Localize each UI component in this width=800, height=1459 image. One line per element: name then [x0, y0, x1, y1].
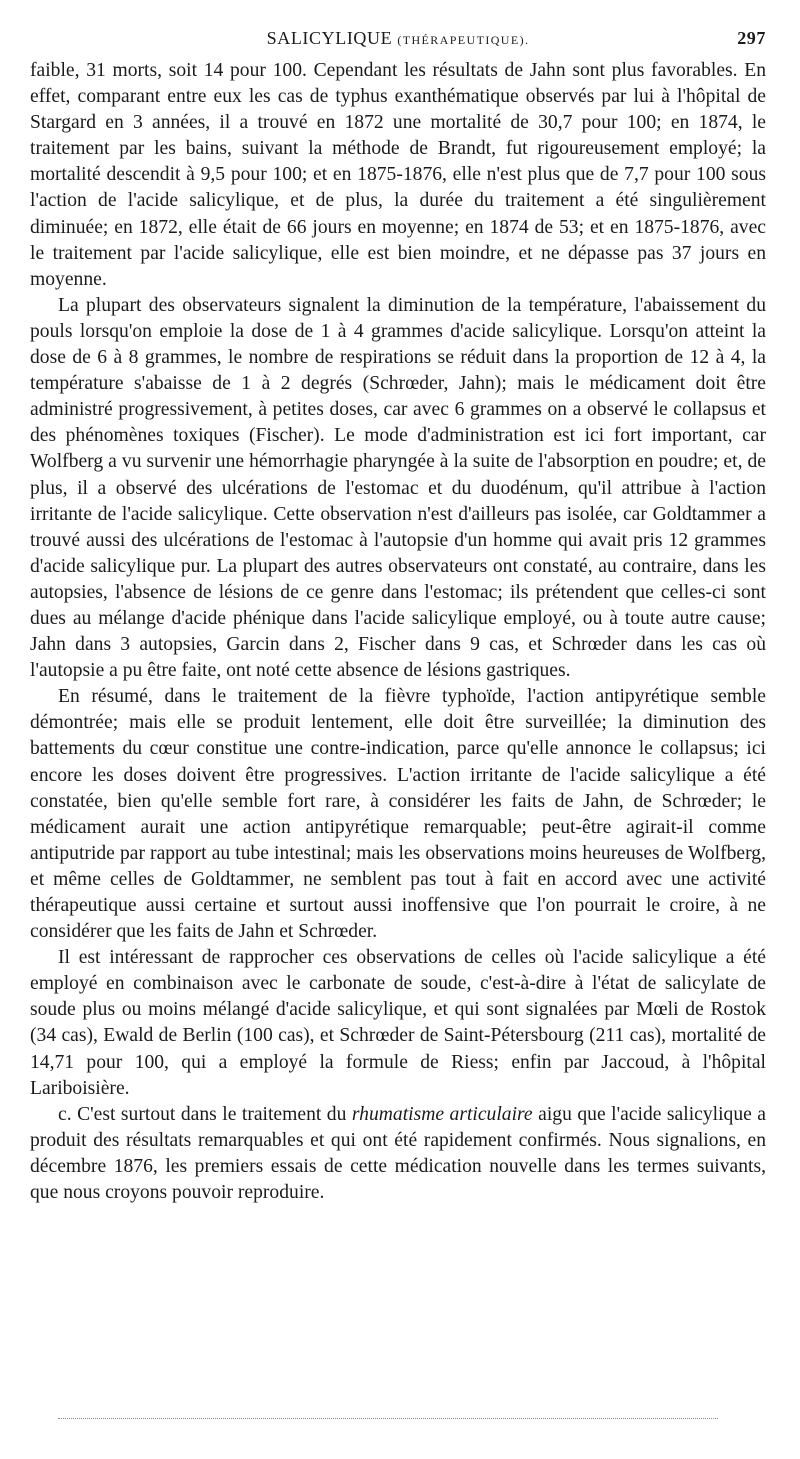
bottom-rule [58, 1418, 718, 1419]
paragraph-4: Il est intéressant de rapprocher ces observations de celles où l'acide salicylique a été employé en combinaison avec le carbonate de soude, c'est-à-dire à l'état de salicylate de soude plus ou moins mélangé d'acide salicylique, et qui sont signalées par Mœli de Rostok (34 cas), Ewald de Berlin (100 cas), et Schrœder de Saint-Pétersbourg (211 cas), mortalité de 14,71 pour 100, qui a employé la formule de Riess; enfin par Jaccoud, à l'hôpital Lariboisière. [30, 947, 766, 1099]
paragraph-5-rest: aigu que l'acide salicylique a produit des résultats remarquables et qui ont été rapidement confirmés. Nous signalions, en décembre 1876, les premiers essais de cette médication nouvelle dans les termes suivants, que nous croyons pouvoir reproduire. [30, 1103, 766, 1204]
paragraph-2: La plupart des observateurs signalent la diminution de la température, l'abaissement du pouls lorsqu'on emploie la dose de 1 à 4 grammes d'acide salicylique. Lorsqu'on atteint la dose de 6 à 8 grammes, le nombre de respirations se réduit dans la proportion de 12 à 4, la température s'abaisse de 1 à 2 degrés (Schrœder, Jahn); mais le médicament doit être administré progressivement, à petites doses, car avec 6 grammes on a observé le collapsus et des phénomènes toxiques (Fischer). Le mode d'administration est ici fort important, car Wolfberg a vu survenir une hémorrhagie pharyngée à la suite de l'absorption en poudre; et, de plus, il a observé des ulcérations de l'estomac et du duodénum, qu'il attribue à l'action irritante de l'acide salicylique. Cette observation n'est d'ailleurs pas isolée, car Goldtammer a trouvé aussi des ulcérations de l'estomac à l'autopsie d'un homme qui avait pris 12 grammes d'acide salicylique pur. La plupart des autres observateurs ont constaté, au contraire, dans les autopsies, l'absence de lésions de ce genre dans l'estomac; ils prétendent que celles-ci sont dues au mélange d'acide phénique dans l'acide salicylique employé, ou à toute autre cause; Jahn dans 3 autopsies, Garcin dans 2, Fischer dans 9 cas, et Schrœder dans les cas où l'autopsie a pu être faite, ont noté cette absence de lésions gastriques. [30, 294, 766, 682]
running-header [30, 28, 766, 58]
paragraph-3: En résumé, dans le traitement de la fièvre typhoïde, l'action antipyrétique semble démontrée; mais elle se produit lentement, elle doit être surveillée; la diminution des battements du cœur constitue une contre-indication, parce qu'elle annonce le collapsus; ici encore les doses doivent être progressives. L'action irritante de l'acide salicylique a été constatée, bien qu'elle semble fort rare, à considérer les faits de Jahn, de Schrœder; le médicament aurait une action antipyrétique remarquable; peut-être agirait-il comme antiputride par rapport au tube intestinal; mais les observations moins heureuses de Wolfberg, et même celles de Goldtammer, ne semblent pas tout à fait en accord avec une activité thérapeutique aussi certaine et surtout aussi inoffensive que l'on pourrait le croire, à ne considérer que les faits de Jahn et Schrœder. [30, 686, 766, 943]
header-title: SALICYLIQUE [266, 28, 393, 48]
running-title [30, 28, 766, 49]
paragraph-5-emphasis: rhumatisme articulaire [351, 1103, 533, 1125]
paragraph-1: faible, 31 morts, soit 14 pour 100. Cependant les résultats de Jahn sont plus favorables. En effet, comparant entre eux les cas de typhus exanthématique observés par lui à l'hôpital de Stargard en 3 années, il a trouvé en 1872 une mortalité de 30,7 pour 100; en 1874, le traitement par les bains, suivant la méthode de Brandt, fut rigoureusement employé; la mortalité descendit à 9,5 pour 100; et en 1875-1876, elle n'est plus que de 7,7 pour 100 sous l'action de l'acide salicylique, et de plus, la durée du traitement a été singulièrement diminuée; en 1872, elle était de 66 jours en moyenne; en 1874 de 53; et en 1875-1876, avec le traitement par l'acide salicylique, elle est bien moindre, et ne dépasse pas 37 jours en moyenne. [30, 60, 766, 290]
paragraph-5-lead: c. C'est surtout dans le traitement du [58, 1103, 347, 1125]
body-text [30, 58, 766, 1206]
paragraph-5 [30, 1102, 766, 1206]
page-content [30, 28, 766, 1206]
page-number: 297 [737, 28, 766, 48]
header-subtitle: (THÉRAPEUTIQUE). [397, 33, 530, 47]
